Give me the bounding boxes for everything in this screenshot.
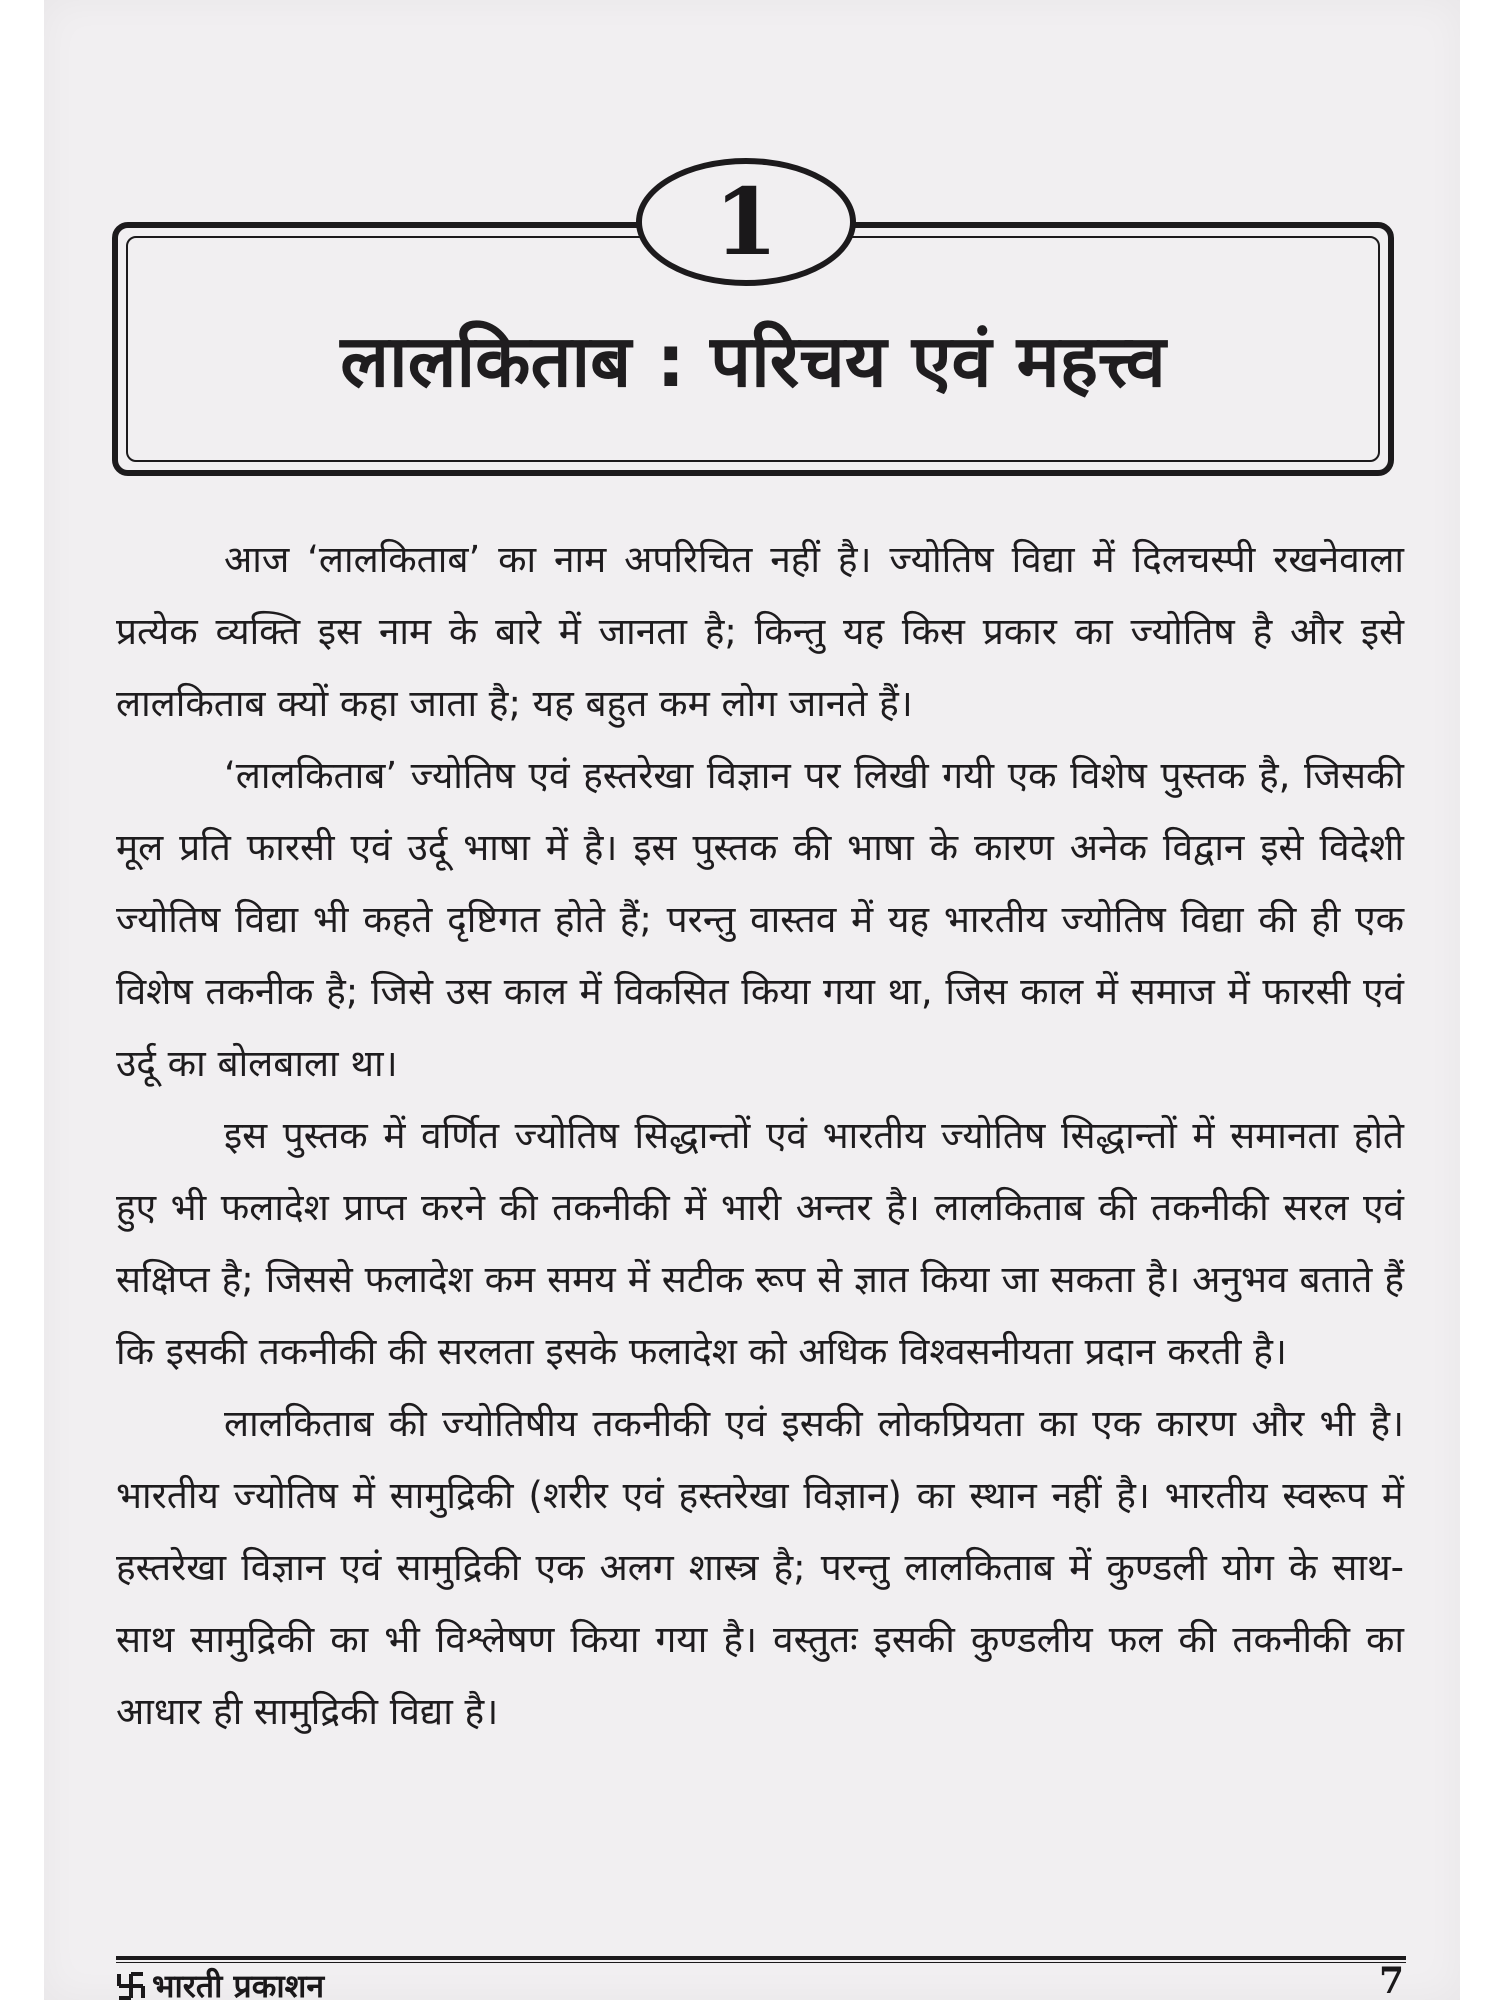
chapter-title: लालकिताब : परिचय एवं महत्त्व <box>340 319 1166 403</box>
paragraph-4: लालकिताब की ज्योतिषीय तकनीकी एवं इसकी लोकप्रियता का एक कारण और भी है। भारतीय ज्योतिष में सामुद्रिकी (शरीर एवं हस्तरेखा विज्ञान) का स्थान नहीं है। भारतीय स्वरूप में हस्तरेखा विज्ञान एवं सामुद्रिकी एक अलग शास्त्र है; परन्तु लालकिताब में कुण्डली योग के साथ-साथ सामुद्रिकी का भी विश्लेषण किया गया है। वस्तुतः इसकी कुण्डलीय फल की तकनीकी का आधार ही सामुद्रिकी विद्या है। <box>116 1402 1404 1733</box>
footer-rule-thin <box>116 1962 1406 1963</box>
chapter-number-badge <box>636 158 856 286</box>
body-text <box>116 524 1404 1748</box>
page-number: 7 <box>1378 1960 1404 2002</box>
footer-rule <box>116 1956 1406 1960</box>
scan-margin <box>0 0 44 2000</box>
paragraph-2: ‘लालकिताब’ ज्योतिष एवं हस्तरेखा विज्ञान पर लिखी गयी एक विशेष पुस्तक है, जिसकी मूल प्रति फारसी एवं उर्दू भाषा में है। इस पुस्तक की भाषा के कारण अनेक विद्वान इसे विदेशी ज्योतिष विद्या भी कहते दृष्टिगत होते हैं; परन्तु वास्तव में यह भारतीय ज्योतिष विद्या की ही एक विशेष तकनीक है; जिसे उस काल में विकसित किया गया था, जिस काल में समाज में फारसी एवं उर्दू का बोलबाला था। <box>116 754 1404 1085</box>
paragraph-1: आज ‘लालकिताब’ का नाम अपरिचित नहीं है। ज्योतिष विद्या में दिलचस्पी रखनेवाला प्रत्येक व्यक्ति इस नाम के बारे में जानता है; किन्तु यह किस प्रकार का ज्योतिष है और इसे लालकिताब क्यों कहा जाता है; यह बहुत कम लोग जानते हैं। <box>116 538 1404 725</box>
paragraph-3: इस पुस्तक में वर्णित ज्योतिष सिद्धान्तों एवं भारतीय ज्योतिष सिद्धान्तों में समानता होते हुए भी फलादेश प्राप्त करने की तकनीकी में भारी अन्तर है। लालकिताब की तकनीकी सरल एवं सक्षिप्त है; जिससे फलादेश कम समय में सटीक रूप से ज्ञात किया जा सकता है। अनुभव बताते हैं कि इसकी तकनीकी की सरलता इसके फलादेश को अधिक विश्वसनीयता प्रदान करती है। <box>116 1114 1404 1373</box>
publisher-name: भारती प्रकाशन <box>152 1967 325 2005</box>
chapter-number: 1 <box>713 168 778 276</box>
publisher-imprint <box>116 1964 324 2007</box>
swastika-icon <box>116 1971 146 2001</box>
